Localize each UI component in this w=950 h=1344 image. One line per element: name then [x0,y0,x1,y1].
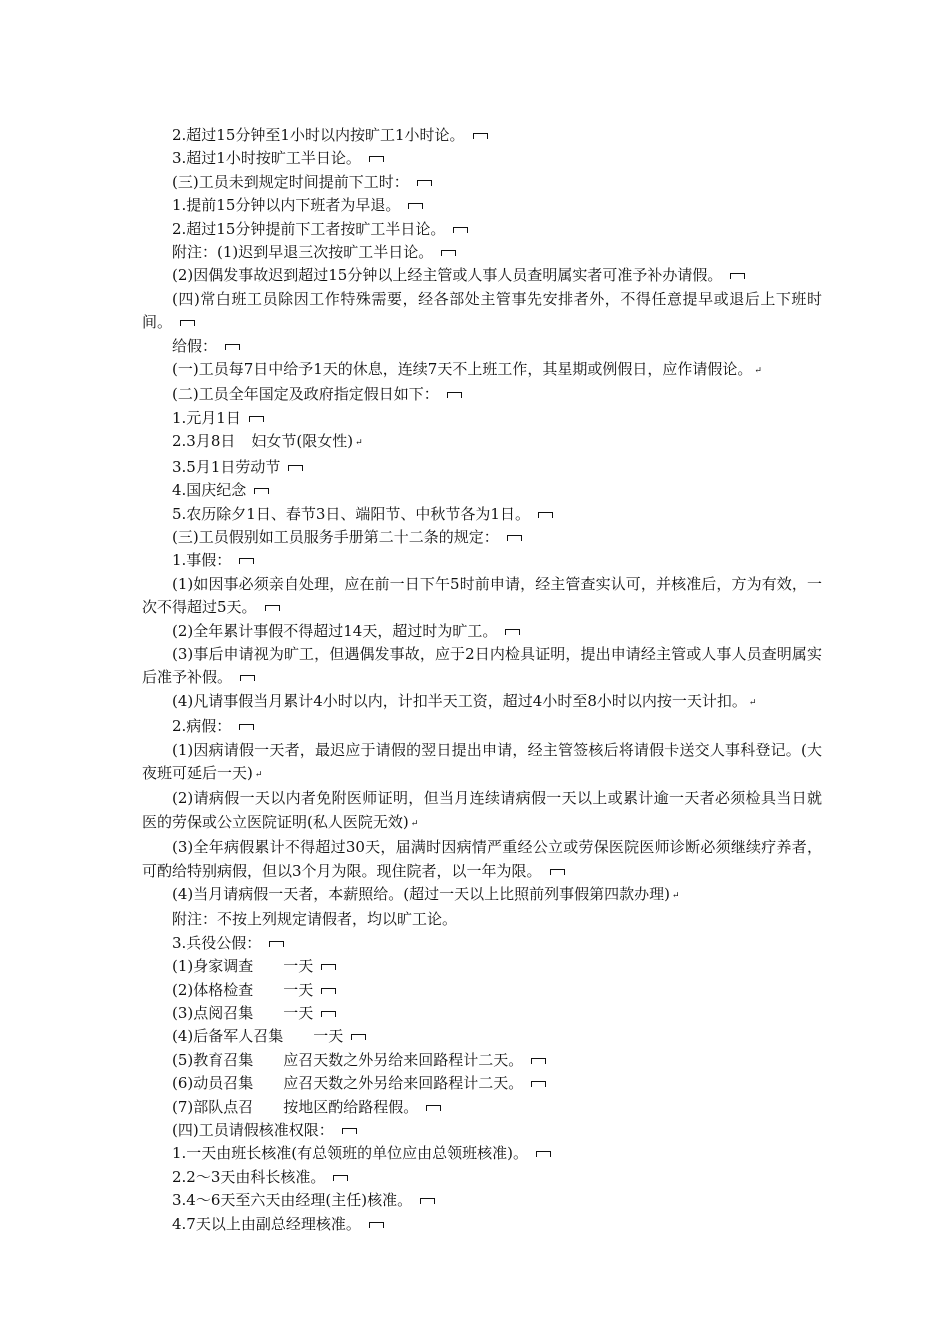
date-text: 2.3月8日 [172,432,236,451]
paragraph: 1.提前15分钟以内下班者为早退。 [142,194,822,217]
item-label: (3)点阅召集 [172,1004,254,1023]
list-item [142,430,822,455]
paragraph: (一)工员每7日中给予1天的休息，连续7天不上班工作，其星期或例假日，应作请假论。 ↵ [142,358,822,383]
paragraph: (4)当月请病假一天者，本薪照给。(超过一天以上比照前列事假第四款办理) ↵ [142,883,822,908]
document-body [142,124,822,1236]
list-item [142,1072,822,1095]
paragraph: (2)请病假一天以内者免附医师证明，但当月连续请病假一天以上或累计逾一天者必须检具当日就医的劳保或公立医院证明(私人医院无效) ↵ [142,787,822,836]
item-value: 按地区酌给路程假。 [283,1097,419,1116]
paragraph: (4)凡请事假当月累计4小时以内，计扣半天工资，超过4小时至8小时以内按一天计扣。 ↵ [142,690,822,715]
paragraph: (1)因病请假一天者，最迟应于请假的翌日提出申请，经主管签核后将请假卡送交人事科登记。(大夜班可延后一天) ↵ [142,739,822,788]
paragraph: (二)工员全年国定及政府指定假日如下： [142,383,822,406]
paragraph: (三)工员未到规定时间提前下工时： [142,171,822,194]
paragraph: 2.超过15分钟至1小时以内按旷工1小时论。 [142,124,822,147]
list-item: 1.事假： [142,549,822,572]
item-value: 一天 [283,980,314,999]
paragraph: (1)如因事必须亲自处理，应在前一日下午5时前申请，经主管查实认可，并核准后，方为有效，一次不得超过5天。 [142,573,822,620]
list-item [142,979,822,1002]
list-item [142,1049,822,1072]
item-label: (7)部队点召 [172,1097,254,1116]
list-item: 4.国庆纪念 [142,479,822,502]
paragraph: (3)全年病假累计不得超过30天，届满时因病情严重经公立或劳保医院医师诊断必须继续疗养者，可酌给特别病假，但以3个月为限。现住院者，以一年为限。 [142,836,822,883]
item-label: (2)体格检查 [172,980,254,999]
paragraph: 3.超过1小时按旷工半日论。 [142,147,822,170]
list-item: 1.元月1日 [142,407,822,430]
list-item: 3.4～6天至六天由经理(主任)核准。 [142,1189,822,1212]
paragraph: 2.超过15分钟提前下工者按旷工半日论。 [142,218,822,241]
item-value: 一天 [313,1027,344,1046]
paragraph: 附注：不按上列规定请假者，均以旷工论。 [172,910,458,929]
paragraph: (3)事后申请视为旷工，但遇偶发事故，应于2日内检具证明，提出申请经主管或人事人员查明属实后准予补假。 [142,643,822,690]
list-item: 4.7天以上由副总经理核准。 [142,1213,822,1236]
item-value: 应召天数之外另给来回路程计二天。 [283,1074,524,1093]
item-label: (1)身家调查 [172,957,254,976]
item-label: (4)后备军人召集 [172,1027,284,1046]
paragraph: (2)因偶发事故迟到超过15分钟以上经主管或人事人员查明属实者可准予补办请假。 [142,264,822,287]
section-heading: 给假： [142,335,822,358]
paragraph: (四)工员请假核准权限： [142,1119,822,1142]
list-item [142,1002,822,1025]
list-item [142,1025,822,1048]
paragraph: 附注：(1)迟到早退三次按旷工半日论。 [142,241,822,264]
item-value: 应召天数之外另给来回路程计二天。 [283,1050,524,1069]
list-item [142,955,822,978]
list-item: 3.兵役公假： [142,932,822,955]
list-item: 3.5月1日劳动节 [142,456,822,479]
item-value: 一天 [283,957,314,976]
paragraph: (2)全年累计事假不得超过14天，超过时为旷工。 [142,620,822,643]
paragraph: (四)常白班工员除因工作特殊需要，经各部处主管事先安排者外，不得任意提早或退后上下班时间。 [142,288,822,335]
list-item: 5.农历除夕1日、春节3日、端阳节、中秋节各为1日。 [142,503,822,526]
paragraph: (三)工员假别如工员服务手册第二十二条的规定： [142,526,822,549]
list-item: 2.病假： [142,715,822,738]
list-item: 2.2～3天由科长核准。 [142,1166,822,1189]
item-label: (6)动员召集 [172,1074,254,1093]
list-item [142,1096,822,1119]
list-item: 1.一天由班长核准(有总领班的单位应由总领班核准)。 [142,1142,822,1165]
item-value: 一天 [283,1004,314,1023]
holiday-name: 妇女节(限女性) [251,432,354,451]
item-label: (5)教育召集 [172,1050,254,1069]
